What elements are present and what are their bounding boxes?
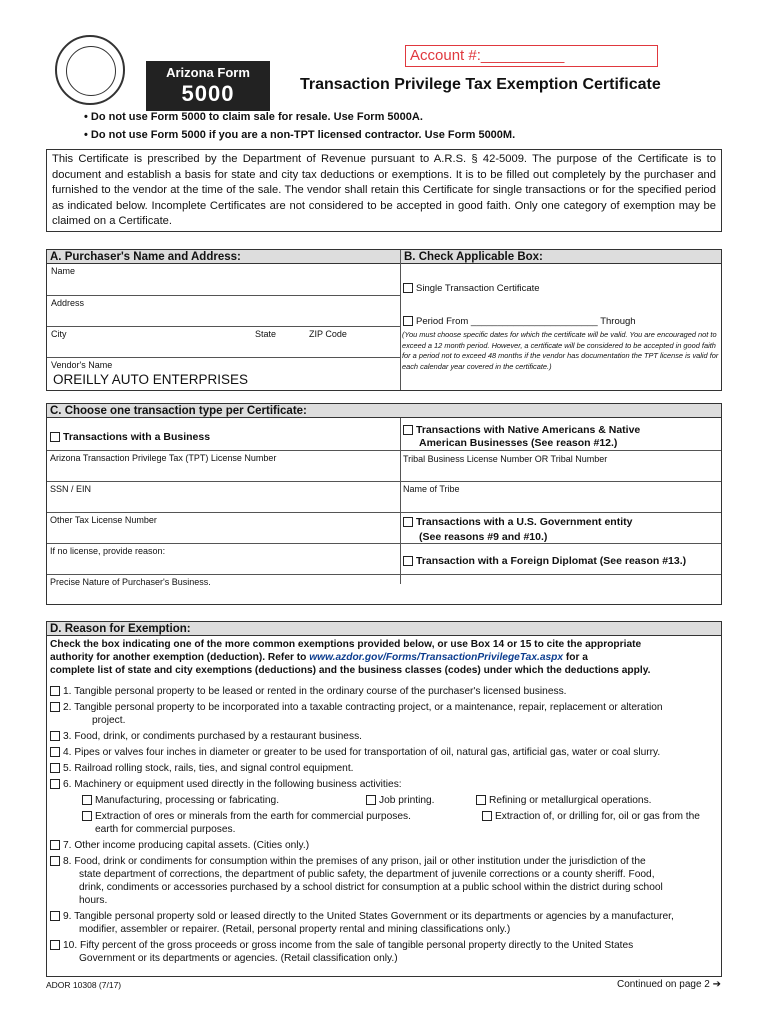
section-c-heading: C. Choose one transaction type per Certificate: bbox=[47, 404, 721, 418]
reason-5-checkbox[interactable] bbox=[50, 763, 60, 773]
reason-list bbox=[50, 685, 720, 965]
reason-2[interactable]: 2. Tangible personal property to be incorporated into a taxable contracting project, or a maintenance, repair, replacement or alteration bbox=[50, 701, 720, 714]
reason-9-checkbox[interactable] bbox=[50, 911, 60, 921]
reason-5[interactable]: 5. Railroad rolling stock, rails, ties, and signal control equipment. bbox=[50, 762, 720, 775]
name-label: Name bbox=[51, 266, 76, 276]
reason-6-refining[interactable]: Refining or metallurgical operations. bbox=[476, 794, 652, 807]
city-label: City bbox=[51, 329, 67, 339]
period-note: (You must choose specific dates for which the certificate will be valid. You are encouraged not to exceed a 12 month period. However, a certificate will be considered to be accepted in good faith for a period not to exceed 48 months if the vendor has documentation the TPT license is valid for each calendar year covered in the certificate.) bbox=[402, 330, 719, 371]
reason-8-cont-1: state department of corrections, the department of public safety, the department of juvenile corrections or a county sheriff. Food, bbox=[79, 869, 655, 880]
azdor-link[interactable]: www.azdor.gov/Forms/TransactionPrivilegeTax.aspx bbox=[309, 652, 564, 663]
reason-8-cont-3: hours. bbox=[79, 895, 108, 906]
reason-10[interactable]: 10. Fifty percent of the gross proceeds or gross income from the sale of tangible personal property directly to the United States bbox=[50, 939, 720, 952]
reason-7[interactable]: 7. Other income producing capital assets. (Cities only.) bbox=[50, 839, 720, 852]
reason-6-manufacturing[interactable]: Manufacturing, processing or fabricating. bbox=[82, 795, 279, 806]
business-nature-label: Precise Nature of Purchaser's Business. bbox=[50, 577, 211, 587]
vendor-name-label: Vendor's Name bbox=[51, 360, 113, 370]
period-option[interactable]: Period From ________________________ Through bbox=[403, 316, 636, 327]
tribe-name-label: Name of Tribe bbox=[403, 484, 460, 494]
ssn-ein-label: SSN / EIN bbox=[50, 484, 92, 494]
tpt-license-label: Arizona Transaction Privilege Tax (TPT) License Number bbox=[50, 453, 277, 463]
native-american-option[interactable]: Transactions with Native Americans & Native American Businesses (See reason #12.) bbox=[403, 424, 640, 450]
form-number-box bbox=[146, 61, 270, 111]
section-d-heading: D. Reason for Exemption: bbox=[47, 622, 721, 636]
account-number-field[interactable]: Account #:__________ bbox=[405, 45, 658, 67]
reason-4-checkbox[interactable] bbox=[50, 747, 60, 757]
bullet-1: • Do not use Form 5000 to claim sale for resale. Use Form 5000A. bbox=[84, 111, 423, 123]
reason-8-cont-2: drink, condiments or accessories purchased by a school district for consumption at a public school within the district during school bbox=[79, 882, 663, 893]
vendor-name-input[interactable]: OREILLY AUTO ENTERPRISES bbox=[53, 372, 249, 387]
native-american-checkbox[interactable] bbox=[403, 425, 413, 435]
form-id: ADOR 10308 (7/17) bbox=[46, 980, 122, 990]
extraction-ores-checkbox[interactable] bbox=[82, 811, 92, 821]
form-number: 5000 bbox=[181, 81, 235, 106]
address-label: Address bbox=[51, 298, 85, 308]
reason-2-checkbox[interactable] bbox=[50, 702, 60, 712]
refining-checkbox[interactable] bbox=[476, 795, 486, 805]
reason-1[interactable]: 1. Tangible personal property to be leased or rented in the ordinary course of the purchaser's licensed business. bbox=[50, 685, 720, 698]
extraction-oil-checkbox[interactable] bbox=[482, 811, 492, 821]
section-c bbox=[46, 403, 722, 605]
section-a-heading: A. Purchaser's Name and Address: bbox=[47, 250, 400, 264]
reason-4[interactable]: 4. Pipes or valves four inches in diameter or greater to be used for transportation of oil, natural gas, artificial gas, water or coal slurry. bbox=[50, 746, 720, 759]
business-checkbox[interactable] bbox=[50, 432, 60, 442]
us-government-option[interactable]: Transactions with a U.S. Government entity (See reasons #9 and #10.) bbox=[403, 515, 632, 545]
section-d bbox=[46, 621, 722, 977]
other-license-label: Other Tax License Number bbox=[50, 515, 157, 525]
zip-label: ZIP Code bbox=[309, 329, 347, 339]
reason-7-checkbox[interactable] bbox=[50, 840, 60, 850]
foreign-diplomat-checkbox[interactable] bbox=[403, 556, 413, 566]
reason-6-extraction-ores[interactable]: Extraction of ores or minerals from the earth for commercial purposes. bbox=[82, 811, 411, 822]
reason-8[interactable]: 8. Food, drink or condiments for consumption within the premises of any prison, jail or other institution under the jurisdiction of the bbox=[50, 855, 720, 868]
form-label: Arizona Form bbox=[166, 65, 250, 80]
business-option[interactable]: Transactions with a Business bbox=[50, 431, 210, 443]
us-government-checkbox[interactable] bbox=[403, 517, 413, 527]
bullet-2: • Do not use Form 5000 if you are a non-TPT licensed contractor. Use Form 5000M. bbox=[84, 129, 516, 141]
reason-3[interactable]: 3. Food, drink, or condiments purchased by a restaurant business. bbox=[50, 730, 720, 743]
reason-6[interactable]: 6. Machinery or equipment used directly in the following business activities: bbox=[50, 778, 720, 791]
reason-8-checkbox[interactable] bbox=[50, 856, 60, 866]
reason-10-checkbox[interactable] bbox=[50, 940, 60, 950]
name-input[interactable] bbox=[51, 276, 396, 292]
job-printing-checkbox[interactable] bbox=[366, 795, 376, 805]
continued-note: Continued on page 2 ➔ bbox=[617, 979, 722, 990]
reason-6-job-printing[interactable]: Job printing. bbox=[366, 794, 435, 807]
intro-text: This Certificate is prescribed by the Department of Revenue pursuant to A.R.S. § 42-5009. The purpose of the Certificate is to document and establish a basis for state and city tax deductions or exemptions. It is to be filled out completely by the purchaser and furnished to the vendor at the time of the sale. The vendor shall retain this Certificate for single transactions or for the specified period as indicated below. Incomplete Certificates are not considered to be accepted in good faith. Only one category of exemption may be claimed on a Certificate. bbox=[46, 149, 722, 232]
reason-3-checkbox[interactable] bbox=[50, 731, 60, 741]
section-a-b bbox=[46, 249, 722, 391]
tribal-license-label: Tribal Business License Number OR Tribal Number bbox=[403, 454, 608, 464]
foreign-diplomat-option[interactable]: Transaction with a Foreign Diplomat (See reason #13.) bbox=[403, 555, 686, 567]
single-transaction-option[interactable]: Single Transaction Certificate bbox=[403, 283, 540, 294]
address-input[interactable] bbox=[51, 308, 396, 324]
period-checkbox[interactable] bbox=[403, 316, 413, 326]
reason-6-extraction-oil[interactable]: Extraction of, or drilling for, oil or gas from the bbox=[482, 810, 700, 823]
manufacturing-checkbox[interactable] bbox=[82, 795, 92, 805]
reason-2-cont: project. bbox=[92, 715, 126, 726]
reason-6-checkbox[interactable] bbox=[50, 779, 60, 789]
reason-10-cont: Government or its departments or agencies. (Retail classification only.) bbox=[79, 953, 398, 964]
reason-9-cont: modifier, assembler or repairer. (Retail, personal property rental and mining classifications only.) bbox=[79, 924, 511, 935]
single-transaction-checkbox[interactable] bbox=[403, 283, 413, 293]
state-label: State bbox=[255, 329, 277, 339]
page-title: Transaction Privilege Tax Exemption Certificate bbox=[300, 76, 661, 93]
no-license-reason-label: If no license, provide reason: bbox=[50, 546, 166, 556]
reason-1-checkbox[interactable] bbox=[50, 686, 60, 696]
reason-9[interactable]: 9. Tangible personal property sold or leased directly to the United States Government or its departments or agencies by a manufacturer, bbox=[50, 910, 720, 923]
section-d-instructions: Check the box indicating one of the more common exemptions provided below, or use Box 14 or 15 to cite the appropriate authority for another exemption (deduction). Refer to www.azdor.gov/Forms/TransactionPrivilegeTax.aspx for a complete list of state and city exemptions (deductions) and the business classes (codes) under which the deductions apply. bbox=[50, 639, 651, 676]
arizona-state-seal-icon bbox=[55, 35, 125, 105]
section-b-heading: B. Check Applicable Box: bbox=[400, 250, 721, 264]
reason-6-cont: earth for commercial purposes. bbox=[95, 824, 236, 835]
